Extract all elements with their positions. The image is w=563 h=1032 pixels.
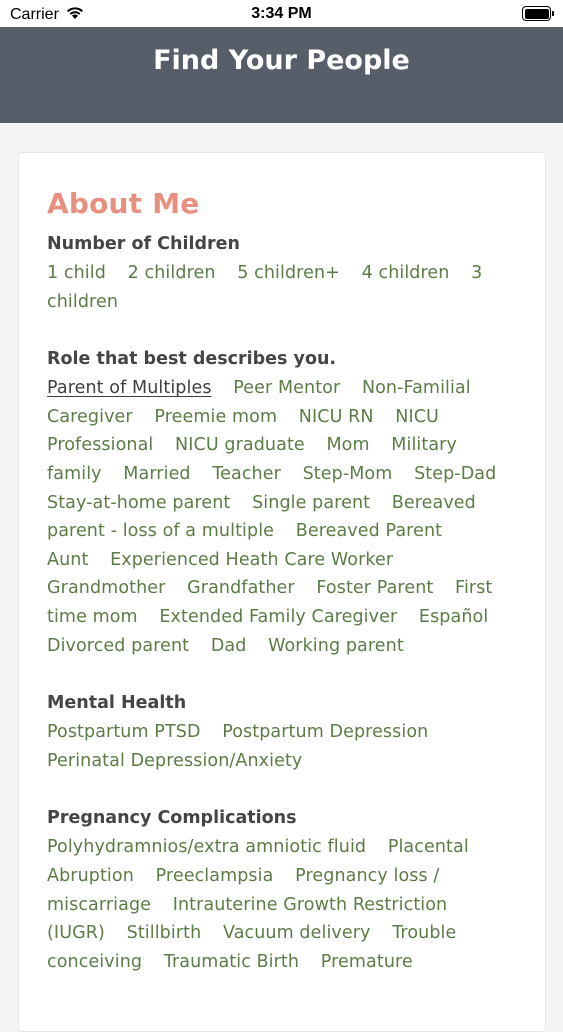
- tag-item[interactable]: Single parent: [252, 492, 371, 513]
- tag-item[interactable]: Postpartum PTSD: [47, 722, 201, 743]
- tag-item[interactable]: Español: [418, 606, 489, 627]
- tag-item[interactable]: Teacher: [212, 463, 281, 484]
- tag-list: [47, 833, 519, 976]
- tag-item[interactable]: Grandmother: [47, 578, 166, 599]
- tag-item[interactable]: Trouble conceiving: [47, 923, 457, 972]
- about-title: About Me: [47, 187, 200, 220]
- section-title: Role that best describes you.: [47, 349, 337, 370]
- tag-item[interactable]: Working parent: [268, 635, 404, 656]
- tag-item[interactable]: 3 children: [47, 263, 483, 312]
- tag-item[interactable]: Traumatic Birth: [163, 951, 300, 972]
- section-title: Mental Health: [47, 693, 187, 714]
- section-title: Number of Children: [47, 234, 240, 254]
- tag-item[interactable]: Stay-at-home parent: [47, 492, 231, 513]
- tag-item[interactable]: Experienced Heath Care Worker: [110, 549, 394, 570]
- tag-item[interactable]: Premature: [320, 951, 413, 972]
- tag-item[interactable]: Dad: [210, 635, 247, 656]
- section-number-of-children: [47, 229, 519, 316]
- carrier-label: Carrier: [10, 6, 59, 23]
- about-card-content: [47, 185, 519, 976]
- status-time: 3:34 PM: [251, 5, 312, 22]
- tag-item[interactable]: Peer Mentor: [233, 378, 341, 399]
- tag-item[interactable]: Bereaved parent - loss of a multiple: [47, 492, 476, 542]
- tag-item[interactable]: Bereaved Parent: [295, 521, 443, 542]
- tag-item[interactable]: NICU Professional: [47, 406, 439, 456]
- section-role: [47, 344, 519, 660]
- tag-item[interactable]: Military family: [47, 435, 457, 484]
- tag-item[interactable]: Preemie mom: [154, 406, 278, 427]
- tag-item[interactable]: Stillbirth: [126, 923, 202, 944]
- tag-item[interactable]: Polyhydramnios/extra amniotic fluid: [47, 837, 367, 858]
- tag-item[interactable]: Married: [123, 463, 191, 484]
- tag-item[interactable]: 1 child: [47, 263, 106, 283]
- tag-item[interactable]: First time mom: [47, 578, 493, 627]
- tag-item[interactable]: Extended Family Caregiver: [159, 606, 398, 627]
- page-title: Find Your People: [153, 45, 410, 76]
- tag-item[interactable]: Intrauterine Growth Restriction (IUGR): [47, 894, 448, 944]
- tag-item[interactable]: Placental Abruption: [47, 837, 469, 886]
- tag-item[interactable]: Vacuum delivery: [222, 923, 371, 944]
- tag-item[interactable]: Grandfather: [187, 578, 295, 599]
- tag-item[interactable]: NICU graduate: [175, 435, 305, 456]
- status-bar: [0, 0, 563, 27]
- tag-item[interactable]: 4 children: [361, 263, 450, 283]
- section-mental-health: [47, 688, 519, 775]
- tag-item[interactable]: 5 children+: [237, 263, 340, 283]
- tag-list: [47, 718, 519, 775]
- tag-list: [47, 259, 519, 316]
- app-header: [0, 27, 563, 123]
- section-title: Pregnancy Complications: [47, 808, 297, 829]
- tag-item[interactable]: NICU RN: [298, 406, 374, 427]
- battery-icon: [522, 6, 551, 21]
- tag-item[interactable]: 2 children: [127, 263, 216, 283]
- tag-item[interactable]: Step-Dad: [414, 463, 497, 484]
- tag-item[interactable]: Non-Familial Caregiver: [47, 378, 471, 427]
- tag-item[interactable]: Preeclampsia: [155, 865, 274, 886]
- tag-item[interactable]: Step-Mom: [302, 463, 393, 484]
- tag-item[interactable]: Aunt: [47, 549, 89, 570]
- tag-item[interactable]: Parent of Multiples: [47, 378, 212, 399]
- section-pregnancy-complications: [47, 803, 519, 976]
- tag-item[interactable]: Foster Parent: [316, 578, 434, 599]
- tag-item[interactable]: Perinatal Depression/Anxiety: [47, 750, 303, 771]
- tag-item[interactable]: Postpartum Depression: [222, 722, 429, 743]
- tag-list: [47, 374, 519, 660]
- about-card: [18, 152, 546, 1032]
- tag-item[interactable]: Pregnancy loss / miscarriage: [47, 865, 440, 915]
- tag-item[interactable]: Mom: [326, 435, 370, 456]
- tag-item[interactable]: Divorced parent: [47, 635, 190, 656]
